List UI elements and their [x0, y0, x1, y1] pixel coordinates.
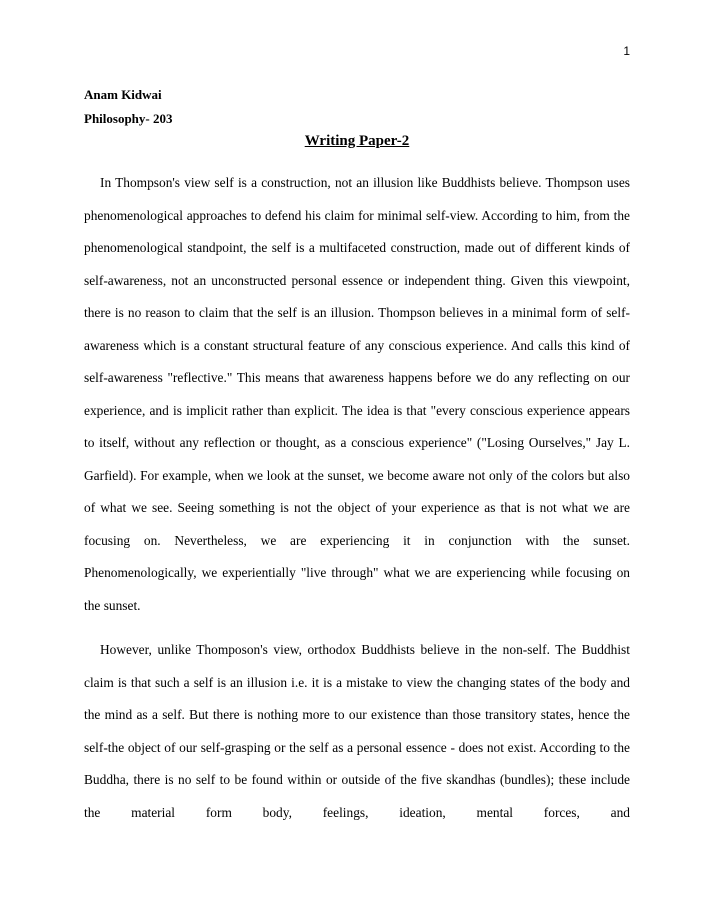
paragraph-1: In Thompson's view self is a construction, not an illusion like Buddhists believe. Thompson uses phenomenological approaches to defend his claim for minimal self-view. According to him, from the phenomenological standpoint, the self is a multifaceted construction, made out of different kinds of self-awareness, not an unconstructed personal essence or independent thing. Given this viewpoint, there is no reason to claim that the self is an illusion. Thompson believes in a minimal form of self-awareness which is a constant structural feature of any conscious experience. And calls this kind of self-awareness "reflective." This means that awareness happens before we do any reflecting on our experience, and is implicit rather than explicit. The idea is that "every conscious experience appears to itself, without any reflection or thought, as a conscious experience" ("Losing Ourselves," Jay L. Garfield). For example, when we look at the sunset, we become aware not only of the colors but also of what we see. Seeing something is not the object of your experience as that is not what we are focusing on. Nevertheless, we are experiencing it in conjunction with the sunset. Phenomenologically, we experientially "live through" what we are experiencing while focusing on the sunset. — [84, 175, 630, 613]
document-title: Writing Paper-2 — [304, 133, 410, 149]
page-number: 1 — [623, 44, 630, 58]
paragraph-2: However, unlike Thomposon's view, orthodox Buddhists believe in the non-self. The Buddhist claim is that such a self is an illusion i.e. it is a mistake to view the changing states of the body and the mind as a self. But there is nothing more to our existence than those transitory states, hence the self-the object of our self-grasping or the self as a personal essence - does not exist. According to the Buddha, there is no self to be found within or outside of the five skandhas (bundles); these include the material form body, feelings, ideation, mental forces, and — [84, 642, 630, 820]
author-name: Anam Kidwai — [84, 87, 162, 102]
document-header — [84, 83, 173, 131]
course-name: Philosophy- 203 — [84, 111, 173, 126]
